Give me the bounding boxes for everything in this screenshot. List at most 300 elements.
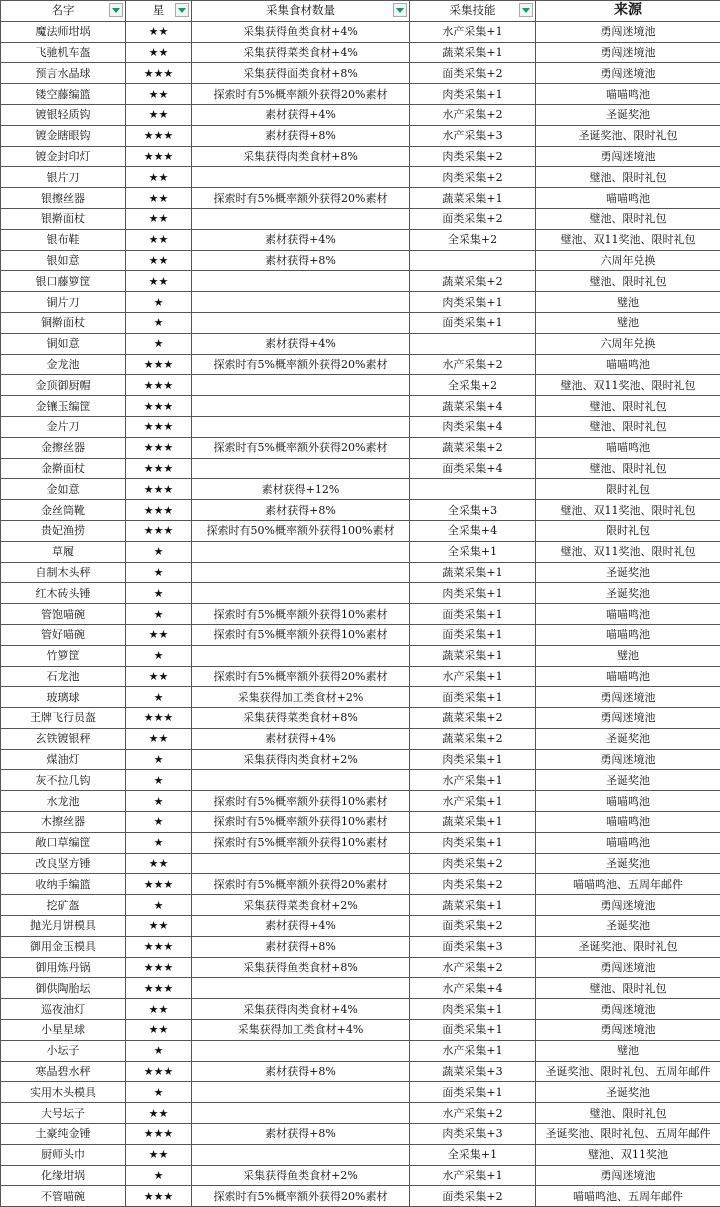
cell-source: 璧池、限时礼包 [536,208,720,229]
cell-star: ★★ [126,250,192,271]
cell-material: 采集获得肉类食材+2% [192,749,410,770]
cell-material: 采集获得菜类食材+2% [192,895,410,916]
cell-material [192,1082,410,1103]
cell-skill: 肉类采集+1 [410,84,536,105]
cell-star: ★★★ [126,146,192,167]
cell-source: 璧池、双11奖池 [536,1144,720,1165]
cell-name: 敞口草编筐 [1,832,126,853]
table-row [1,458,720,479]
cell-source: 喵喵鸣池 [536,604,720,625]
table-row [1,749,720,770]
cell-star: ★★★ [126,500,192,521]
table-row [1,500,720,521]
filter-dropdown-icon[interactable] [519,3,533,17]
cell-star: ★★★ [126,874,192,895]
cell-material: 采集获得面类食材+8% [192,63,410,84]
cell-star: ★ [126,832,192,853]
cell-skill: 肉类采集+1 [410,832,536,853]
table-row [1,916,720,937]
table-row [1,1165,720,1186]
cell-material [192,645,410,666]
table-row [1,1061,720,1082]
cell-name: 自制木头秤 [1,562,126,583]
cell-source: 勇闯迷境池 [536,895,720,916]
cell-source: 喵喵鸣池 [536,791,720,812]
cell-material: 采集获得加工类食材+2% [192,687,410,708]
cell-skill: 肉类采集+1 [410,749,536,770]
cell-name: 化缘坩埚 [1,1165,126,1186]
cell-skill: 水产采集+1 [410,1040,536,1061]
cell-source: 圣诞奖池、限时礼包、五周年邮件 [536,1124,720,1145]
header-row [1,1,720,22]
cell-star: ★ [126,312,192,333]
table-row [1,167,720,188]
cell-name: 木擦丝器 [1,812,126,833]
cell-star: ★★★ [126,125,192,146]
cell-material: 素材获得+4% [192,104,410,125]
cell-name: 银擦丝器 [1,188,126,209]
cell-material [192,458,410,479]
cell-name: 厨师头巾 [1,1144,126,1165]
cell-star: ★★★ [126,936,192,957]
cell-source: 圣诞奖池 [536,770,720,791]
cell-star: ★★ [126,271,192,292]
cell-skill: 全采集+4 [410,520,536,541]
cell-source: 限时礼包 [536,520,720,541]
cell-star: ★ [126,812,192,833]
table-row [1,791,720,812]
cell-name: 改良坚方锤 [1,853,126,874]
cell-source: 限时礼包 [536,479,720,500]
cell-skill: 蔬菜采集+1 [410,645,536,666]
cell-skill: 肉类采集+2 [410,167,536,188]
cell-name: 金擦丝器 [1,437,126,458]
cell-source: 璧池、双11奖池、限时礼包 [536,375,720,396]
table-row [1,437,720,458]
cell-source: 圣诞奖池 [536,104,720,125]
cell-skill: 蔬菜采集+2 [410,437,536,458]
cell-skill: 水产采集+2 [410,104,536,125]
cell-material: 素材获得+8% [192,1061,410,1082]
cell-star: ★★★ [126,1124,192,1145]
cell-star: ★★★ [126,1186,192,1207]
cell-star: ★ [126,583,192,604]
table-row [1,188,720,209]
cell-name: 金镶玉编筐 [1,396,126,417]
cell-material [192,1040,410,1061]
cell-name: 金顶御厨帽 [1,375,126,396]
cell-star: ★★ [126,1144,192,1165]
cell-star: ★★★ [126,458,192,479]
cell-source: 圣诞奖池、限时礼包、五周年邮件 [536,1061,720,1082]
cell-star: ★ [126,1165,192,1186]
cell-name: 水龙池 [1,791,126,812]
cell-source: 璧池 [536,292,720,313]
table-row [1,333,720,354]
cell-material: 探索时有5%概率额外获得20%素材 [192,84,410,105]
cell-name: 王牌飞行员盔 [1,708,126,729]
cell-material: 素材获得+4% [192,916,410,937]
cell-source: 璧池、限时礼包 [536,167,720,188]
cell-name: 银口藤箩筐 [1,271,126,292]
cell-name: 管好喵碗 [1,624,126,645]
cell-name: 镀金封印灯 [1,146,126,167]
cell-name: 飞驰机车盔 [1,42,126,63]
cell-skill: 面类采集+2 [410,63,536,84]
cell-skill: 蔬菜采集+2 [410,271,536,292]
table-row [1,146,720,167]
cell-skill: 水产采集+1 [410,21,536,42]
cell-skill: 肉类采集+4 [410,416,536,437]
cell-source: 喵喵鸣池 [536,832,720,853]
cell-skill: 蔬菜采集+4 [410,396,536,417]
cell-material: 探索时有50%概率额外获得100%素材 [192,520,410,541]
cell-skill: 蔬菜采集+1 [410,562,536,583]
cell-name: 镀银轻质钩 [1,104,126,125]
cell-name: 金如意 [1,479,126,500]
table-row [1,42,720,63]
cell-skill: 肉类采集+2 [410,853,536,874]
table-row [1,541,720,562]
cell-name: 玻璃球 [1,687,126,708]
cell-source: 圣诞奖池、限时礼包 [536,125,720,146]
cell-star: ★ [126,333,192,354]
cell-name: 银布鞋 [1,229,126,250]
cell-skill: 全采集+3 [410,500,536,521]
table-row [1,999,720,1020]
cell-skill: 面类采集+3 [410,936,536,957]
cell-name: 灰不拉几钩 [1,770,126,791]
cell-star: ★★★ [126,396,192,417]
cell-name: 铜擀面杖 [1,312,126,333]
cell-source: 璧池 [536,645,720,666]
cell-source: 喵喵鸣池、五周年邮件 [536,874,720,895]
cell-source: 勇闯迷境池 [536,63,720,84]
cell-material [192,1144,410,1165]
cell-name: 银片刀 [1,167,126,188]
table-row [1,21,720,42]
cell-star: ★★ [126,666,192,687]
table-row [1,832,720,853]
cell-material: 素材获得+4% [192,728,410,749]
cell-source: 喵喵鸣池、五周年邮件 [536,1186,720,1207]
table-row [1,271,720,292]
cell-name: 魔法师坩埚 [1,21,126,42]
cell-material: 采集获得肉类食材+4% [192,999,410,1020]
cell-source: 勇闯迷境池 [536,749,720,770]
cell-name: 管饱喵碗 [1,604,126,625]
cell-skill: 面类采集+2 [410,208,536,229]
cell-material [192,416,410,437]
table-row [1,354,720,375]
cell-source: 喵喵鸣池 [536,812,720,833]
table-row [1,1103,720,1124]
cell-star: ★★★ [126,375,192,396]
cell-name: 小星星球 [1,1020,126,1041]
table-row [1,104,720,125]
cell-name: 实用木头模具 [1,1082,126,1103]
table-row [1,666,720,687]
table-row [1,396,720,417]
cell-source: 喵喵鸣池 [536,666,720,687]
table-row [1,292,720,313]
cell-skill: 肉类采集+2 [410,874,536,895]
cell-source: 喵喵鸣池 [536,84,720,105]
table-row [1,728,720,749]
cell-source: 璧池、双11奖池、限时礼包 [536,229,720,250]
table-row [1,1082,720,1103]
filter-dropdown-icon[interactable] [109,3,123,17]
cell-star: ★★★ [126,63,192,84]
cell-skill: 面类采集+2 [410,916,536,937]
header-skill [410,1,536,22]
cell-star: ★ [126,604,192,625]
filter-dropdown-icon[interactable] [175,3,189,17]
cell-name: 御用炼丹锅 [1,957,126,978]
header-star [126,1,192,22]
cell-skill: 肉类采集+3 [410,1124,536,1145]
cell-star: ★ [126,895,192,916]
cell-material [192,292,410,313]
cell-skill: 面类采集+1 [410,312,536,333]
cell-source: 喵喵鸣池 [536,437,720,458]
cell-source: 喵喵鸣池 [536,354,720,375]
table-row [1,84,720,105]
cell-material: 探索时有5%概率额外获得10%素材 [192,812,410,833]
header-skill-label: 采集技能 [450,3,496,17]
table-row [1,1144,720,1165]
cell-star: ★★★ [126,978,192,999]
cell-skill: 面类采集+1 [410,687,536,708]
cell-source: 勇闯迷境池 [536,687,720,708]
cell-name: 土豪纯金锤 [1,1124,126,1145]
cell-source: 璧池、限时礼包 [536,978,720,999]
cell-skill: 面类采集+1 [410,1082,536,1103]
cell-skill [410,479,536,500]
cell-skill: 水产采集+1 [410,1165,536,1186]
cell-skill: 面类采集+4 [410,458,536,479]
cell-material: 素材获得+4% [192,333,410,354]
cell-star: ★★★ [126,479,192,500]
cell-name: 抛光月饼模具 [1,916,126,937]
cell-star: ★★ [126,853,192,874]
cell-name: 御供陶胎坛 [1,978,126,999]
cell-source: 璧池、限时礼包 [536,396,720,417]
cell-star: ★★★ [126,437,192,458]
cell-source: 璧池、限时礼包 [536,416,720,437]
cell-name: 石龙池 [1,666,126,687]
cell-star: ★ [126,645,192,666]
cell-source: 喵喵鸣池 [536,188,720,209]
header-name-label: 名字 [52,3,75,17]
cell-material: 素材获得+8% [192,936,410,957]
cell-material: 探索时有5%概率额外获得20%素材 [192,874,410,895]
table-row [1,416,720,437]
cell-source: 璧池 [536,312,720,333]
cell-name: 玄铁镀银秤 [1,728,126,749]
cell-material: 采集获得鱼类食材+2% [192,1165,410,1186]
cell-name: 寒晶碧水秤 [1,1061,126,1082]
cell-material: 素材获得+8% [192,1124,410,1145]
cell-source: 勇闯迷境池 [536,1020,720,1041]
cell-skill: 肉类采集+1 [410,292,536,313]
cell-name: 大号坛子 [1,1103,126,1124]
cell-skill: 水产采集+4 [410,978,536,999]
cell-star: ★★★ [126,416,192,437]
cell-material [192,167,410,188]
cell-source: 勇闯迷境池 [536,42,720,63]
cell-material: 采集获得鱼类食材+8% [192,957,410,978]
cell-material: 探索时有5%概率额外获得20%素材 [192,437,410,458]
cell-star: ★ [126,292,192,313]
cell-material: 探索时有5%概率额外获得20%素材 [192,1186,410,1207]
table-row [1,770,720,791]
table-row [1,583,720,604]
cell-material [192,375,410,396]
cell-name: 收纳手编篮 [1,874,126,895]
table-row [1,479,720,500]
cell-skill: 全采集+1 [410,1144,536,1165]
table-row [1,604,720,625]
filter-dropdown-icon[interactable] [393,3,407,17]
table-row [1,250,720,271]
cell-source: 圣诞奖池 [536,728,720,749]
table-row [1,562,720,583]
cell-skill: 蔬菜采集+1 [410,812,536,833]
cell-name: 铜片刀 [1,292,126,313]
cell-skill: 面类采集+2 [410,1186,536,1207]
cell-skill: 水产采集+1 [410,791,536,812]
cell-star: ★★ [126,188,192,209]
cell-name: 挖矿盔 [1,895,126,916]
cell-star: ★ [126,687,192,708]
cell-star: ★ [126,562,192,583]
cell-source: 勇闯迷境池 [536,999,720,1020]
cell-source: 勇闯迷境池 [536,957,720,978]
cell-skill: 全采集+1 [410,541,536,562]
cell-name: 煤油灯 [1,749,126,770]
cell-source: 圣诞奖池、限时礼包 [536,936,720,957]
table-row [1,1020,720,1041]
cell-star: ★★★ [126,520,192,541]
cell-material: 素材获得+8% [192,125,410,146]
header-material [192,1,410,22]
cell-star: ★ [126,749,192,770]
cell-source: 璧池、限时礼包 [536,271,720,292]
cell-name: 金丝筒靴 [1,500,126,521]
table-row [1,1186,720,1207]
cell-material [192,770,410,791]
cell-skill: 蔬菜采集+1 [410,188,536,209]
cell-name: 贵妃渔捞 [1,520,126,541]
cell-material [192,853,410,874]
cell-star: ★★ [126,728,192,749]
cell-star: ★★★ [126,708,192,729]
table-row [1,853,720,874]
table-row [1,687,720,708]
cell-skill: 蔬菜采集+1 [410,42,536,63]
cell-source: 勇闯迷境池 [536,21,720,42]
cell-material [192,271,410,292]
cell-skill: 面类采集+1 [410,1020,536,1041]
cell-skill: 肉类采集+2 [410,146,536,167]
table-row [1,125,720,146]
cell-skill: 肉类采集+1 [410,999,536,1020]
table-row [1,895,720,916]
cell-material [192,541,410,562]
cell-skill: 水产采集+2 [410,957,536,978]
cell-name: 银擀面杖 [1,208,126,229]
table-row [1,978,720,999]
table-row [1,624,720,645]
cell-name: 不管喵碗 [1,1186,126,1207]
cell-name: 镂空藤编篮 [1,84,126,105]
cell-source: 勇闯迷境池 [536,708,720,729]
cell-material: 素材获得+12% [192,479,410,500]
cell-star: ★★ [126,208,192,229]
table-row [1,63,720,84]
cell-star: ★★ [126,84,192,105]
cell-skill: 全采集+2 [410,229,536,250]
cell-source: 璧池、双11奖池、限时礼包 [536,541,720,562]
table-row [1,1124,720,1145]
cell-material: 探索时有5%概率额外获得20%素材 [192,188,410,209]
cell-material: 探索时有5%概率额外获得10%素材 [192,832,410,853]
cell-star: ★★★ [126,957,192,978]
cell-source: 圣诞奖池 [536,562,720,583]
cell-material [192,1103,410,1124]
cell-name: 红木砖头锤 [1,583,126,604]
cell-material: 采集获得肉类食材+8% [192,146,410,167]
table-row [1,708,720,729]
cell-material: 采集获得菜类食材+4% [192,42,410,63]
header-star-label: 星 [153,3,165,17]
cell-star: ★★★ [126,354,192,375]
cell-name: 巡夜油灯 [1,999,126,1020]
cell-material: 采集获得加工类食材+4% [192,1020,410,1041]
cell-source: 勇闯迷境池 [536,1165,720,1186]
cell-material: 素材获得+8% [192,500,410,521]
cell-material: 探索时有5%概率额外获得10%素材 [192,791,410,812]
cell-material [192,978,410,999]
cell-material: 采集获得鱼类食材+4% [192,21,410,42]
table-row [1,645,720,666]
table-row [1,312,720,333]
cell-name: 金擀面杖 [1,458,126,479]
cell-name: 竹箩筐 [1,645,126,666]
cell-source: 璧池、限时礼包 [536,458,720,479]
cell-skill: 蔬菜采集+3 [410,1061,536,1082]
cell-material [192,562,410,583]
cell-name: 御用金玉模具 [1,936,126,957]
table-row [1,229,720,250]
cell-material: 采集获得菜类食材+8% [192,708,410,729]
cell-source: 圣诞奖池 [536,853,720,874]
cell-star: ★★ [126,916,192,937]
cell-source: 六周年兑换 [536,250,720,271]
cell-star: ★★ [126,999,192,1020]
cell-source: 圣诞奖池 [536,1082,720,1103]
cell-star: ★★ [126,167,192,188]
table-body [1,21,720,1206]
cell-skill: 蔬菜采集+1 [410,895,536,916]
cell-skill: 全采集+2 [410,375,536,396]
cell-skill [410,333,536,354]
cell-star: ★★ [126,624,192,645]
table-row [1,812,720,833]
cell-source: 圣诞奖池 [536,916,720,937]
cell-star: ★★★ [126,1061,192,1082]
